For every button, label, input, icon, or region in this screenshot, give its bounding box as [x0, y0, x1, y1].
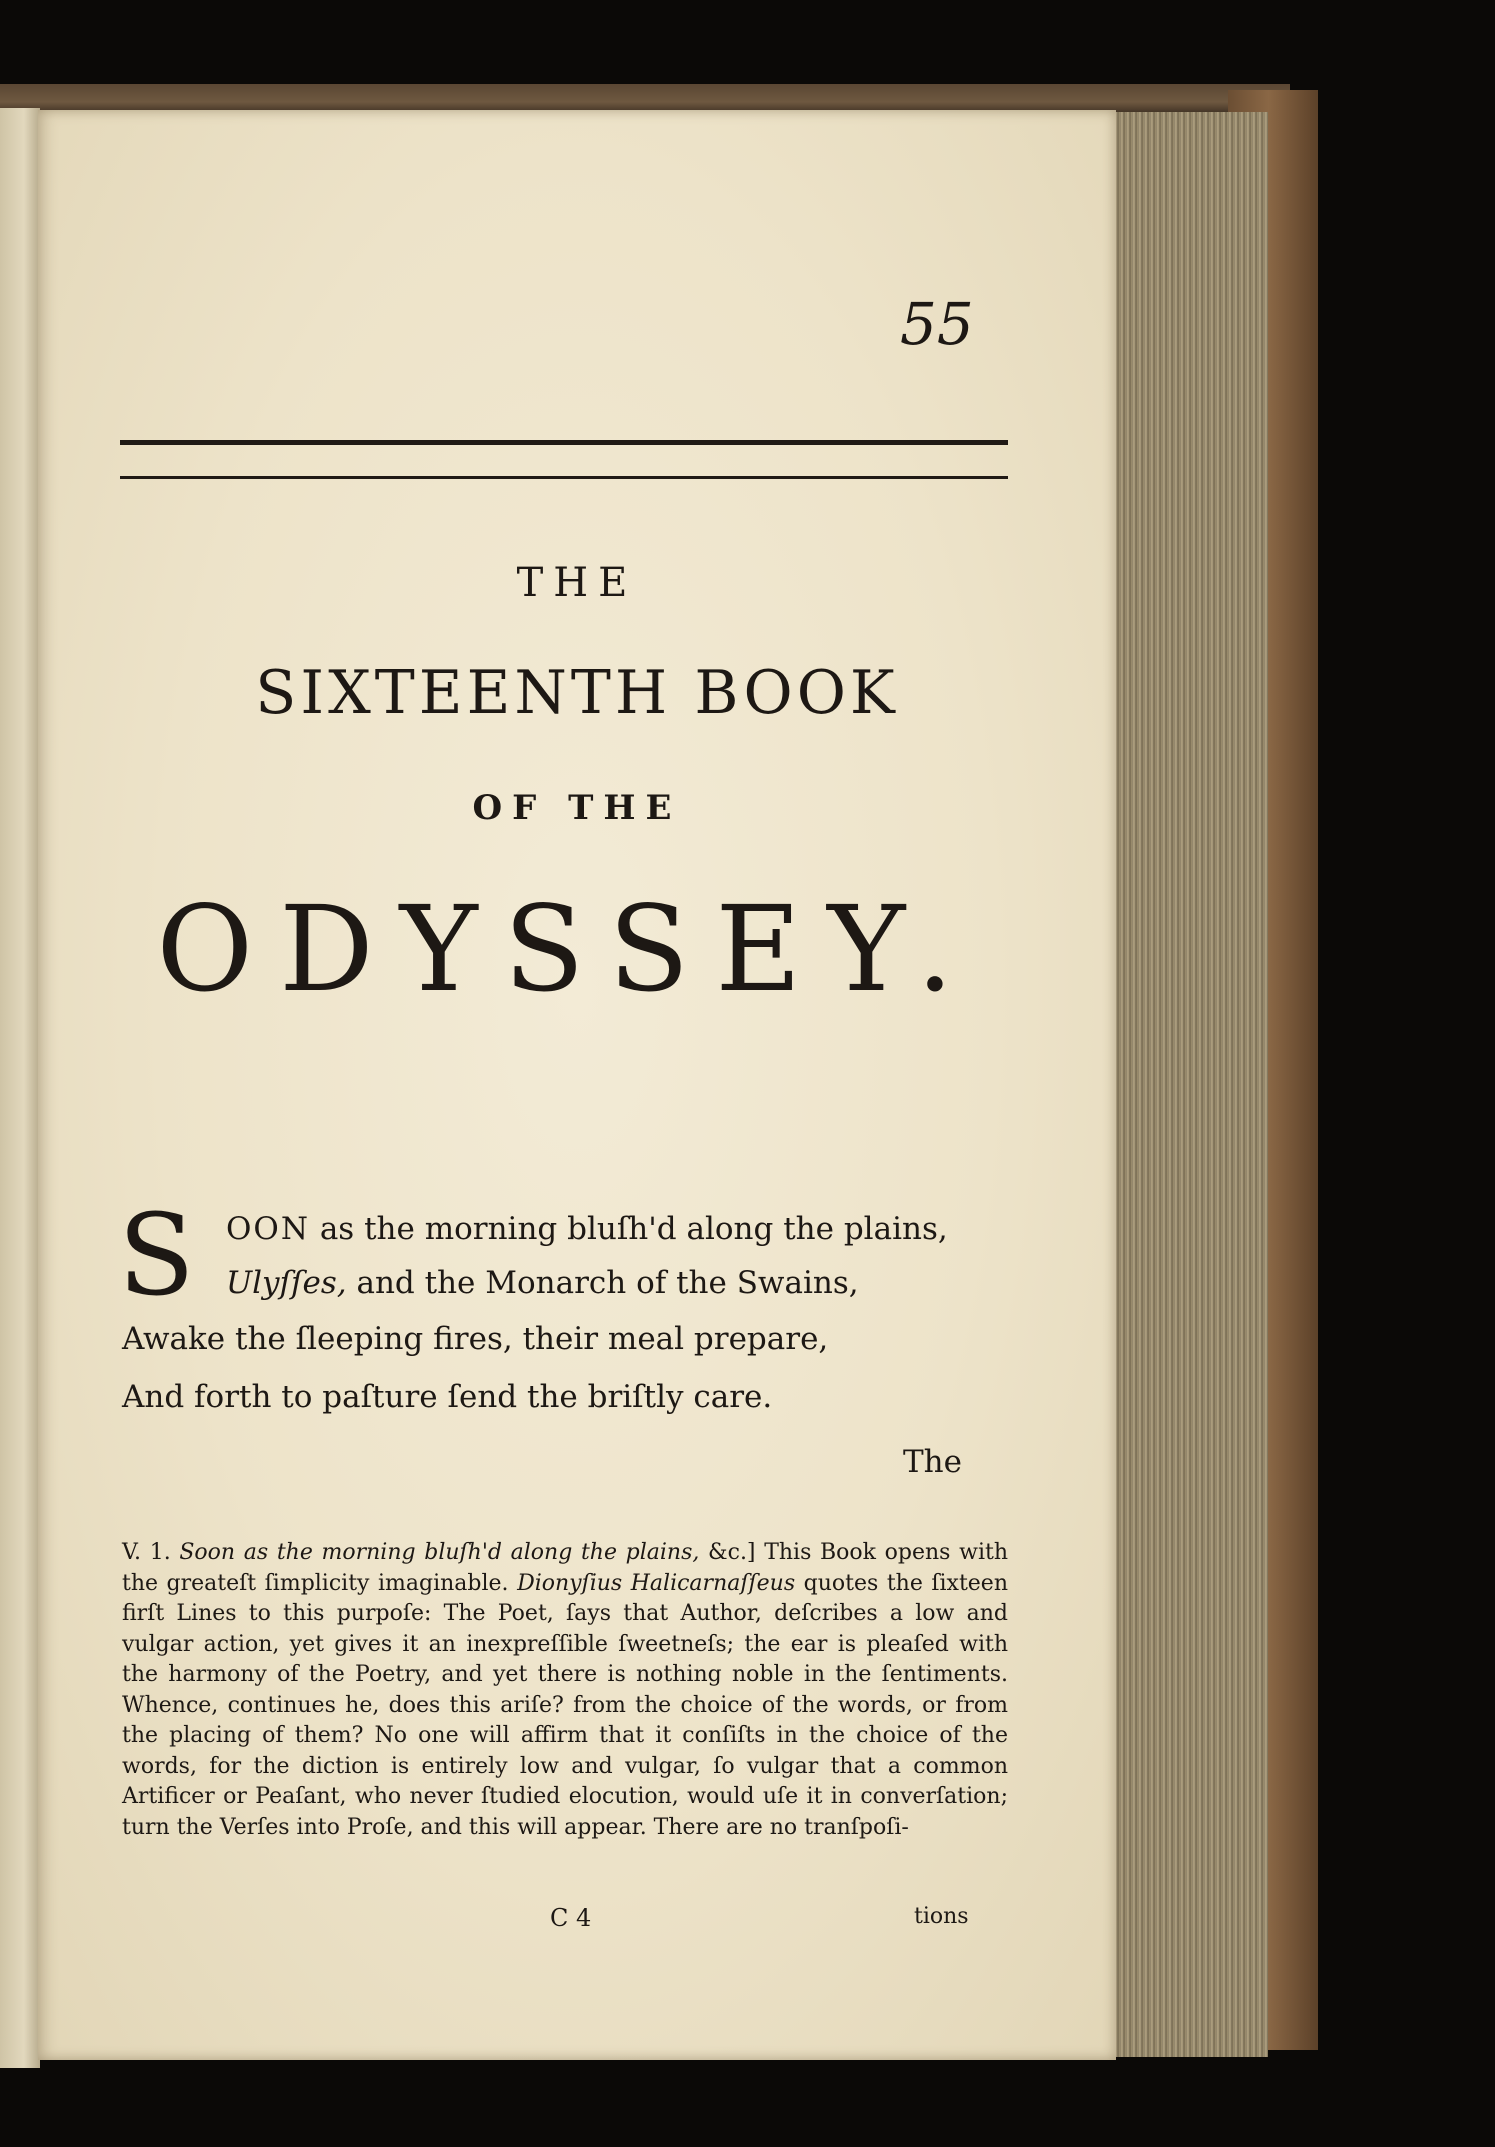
header-rule-thin [120, 476, 1008, 479]
footnote-ref-end: &c.] [699, 1540, 765, 1565]
verse-line-3: Awake the ſleeping fires, their meal prepare, [122, 1321, 829, 1357]
footnote-text-2: quotes the ſixteen firſt Lines to this purpoſe: The Poet, ſays that Author, deſcribes a low and vulgar action, yet gives it an inexpreſſible ſweetneſs; the ear is pleaſed with the harmony of the Poetry, and yet there is nothing noble in the ſentiments. Whence, continues he, does this ariſe? from the choice of the words, or from the placing of them? No one will affirm that it conſiſts in the choice of the words, for the diction is entirely low and vulgar, ſo vulgar that a common Artificer or Peaſant, who never ſtudied elocution, would uſe it in converſation; turn the Verſes into Proſe, and this will appear. There are no tranſpoſi- [122, 1570, 1008, 1840]
verse-line-1-text: as the morning bluſh'd along the plains, [309, 1211, 948, 1247]
page-block-edge [1108, 112, 1268, 2057]
verse-line-2-italic: Ulyſſes, [226, 1265, 347, 1301]
book-page [38, 110, 1116, 2060]
facing-page-edge [0, 108, 40, 2068]
verse-line-4: And forth to paſture ſend the briſtly care. [122, 1379, 773, 1415]
signature-mark: C 4 [550, 1904, 592, 1932]
verse-line-2 [226, 1265, 1006, 1301]
footnote-author-name: Dionyſius Halicarnaſſeus [517, 1570, 796, 1596]
footnote-ref-quote: Soon as the morning bluſh'd along the plains, [179, 1540, 700, 1565]
verse-line-1-caps: OON [226, 1211, 310, 1247]
header-rule-thick [120, 440, 1008, 445]
title-line-the: THE [516, 560, 638, 606]
title-line-odyssey: ODYSSEY. [156, 880, 980, 1018]
footnote [122, 1538, 1008, 1843]
verse-line-1 [226, 1211, 1006, 1247]
verse-drop-cap: S [118, 1191, 195, 1321]
footnote-ref: V. 1. [122, 1540, 180, 1565]
footnote-catchword: tions [914, 1904, 969, 1929]
verse-line-2-text: and the Monarch of the Swains, [346, 1265, 859, 1301]
page-number: 55 [900, 290, 974, 358]
footnote-text-1: This Book opens with the greateſt ſimplicity imaginable. [122, 1540, 1009, 1596]
title-line-of-the: OF THE [472, 788, 682, 828]
title-line-sixteenth-book: SIXTEENTH BOOK [255, 658, 899, 728]
verse-catchword: The [903, 1444, 962, 1480]
